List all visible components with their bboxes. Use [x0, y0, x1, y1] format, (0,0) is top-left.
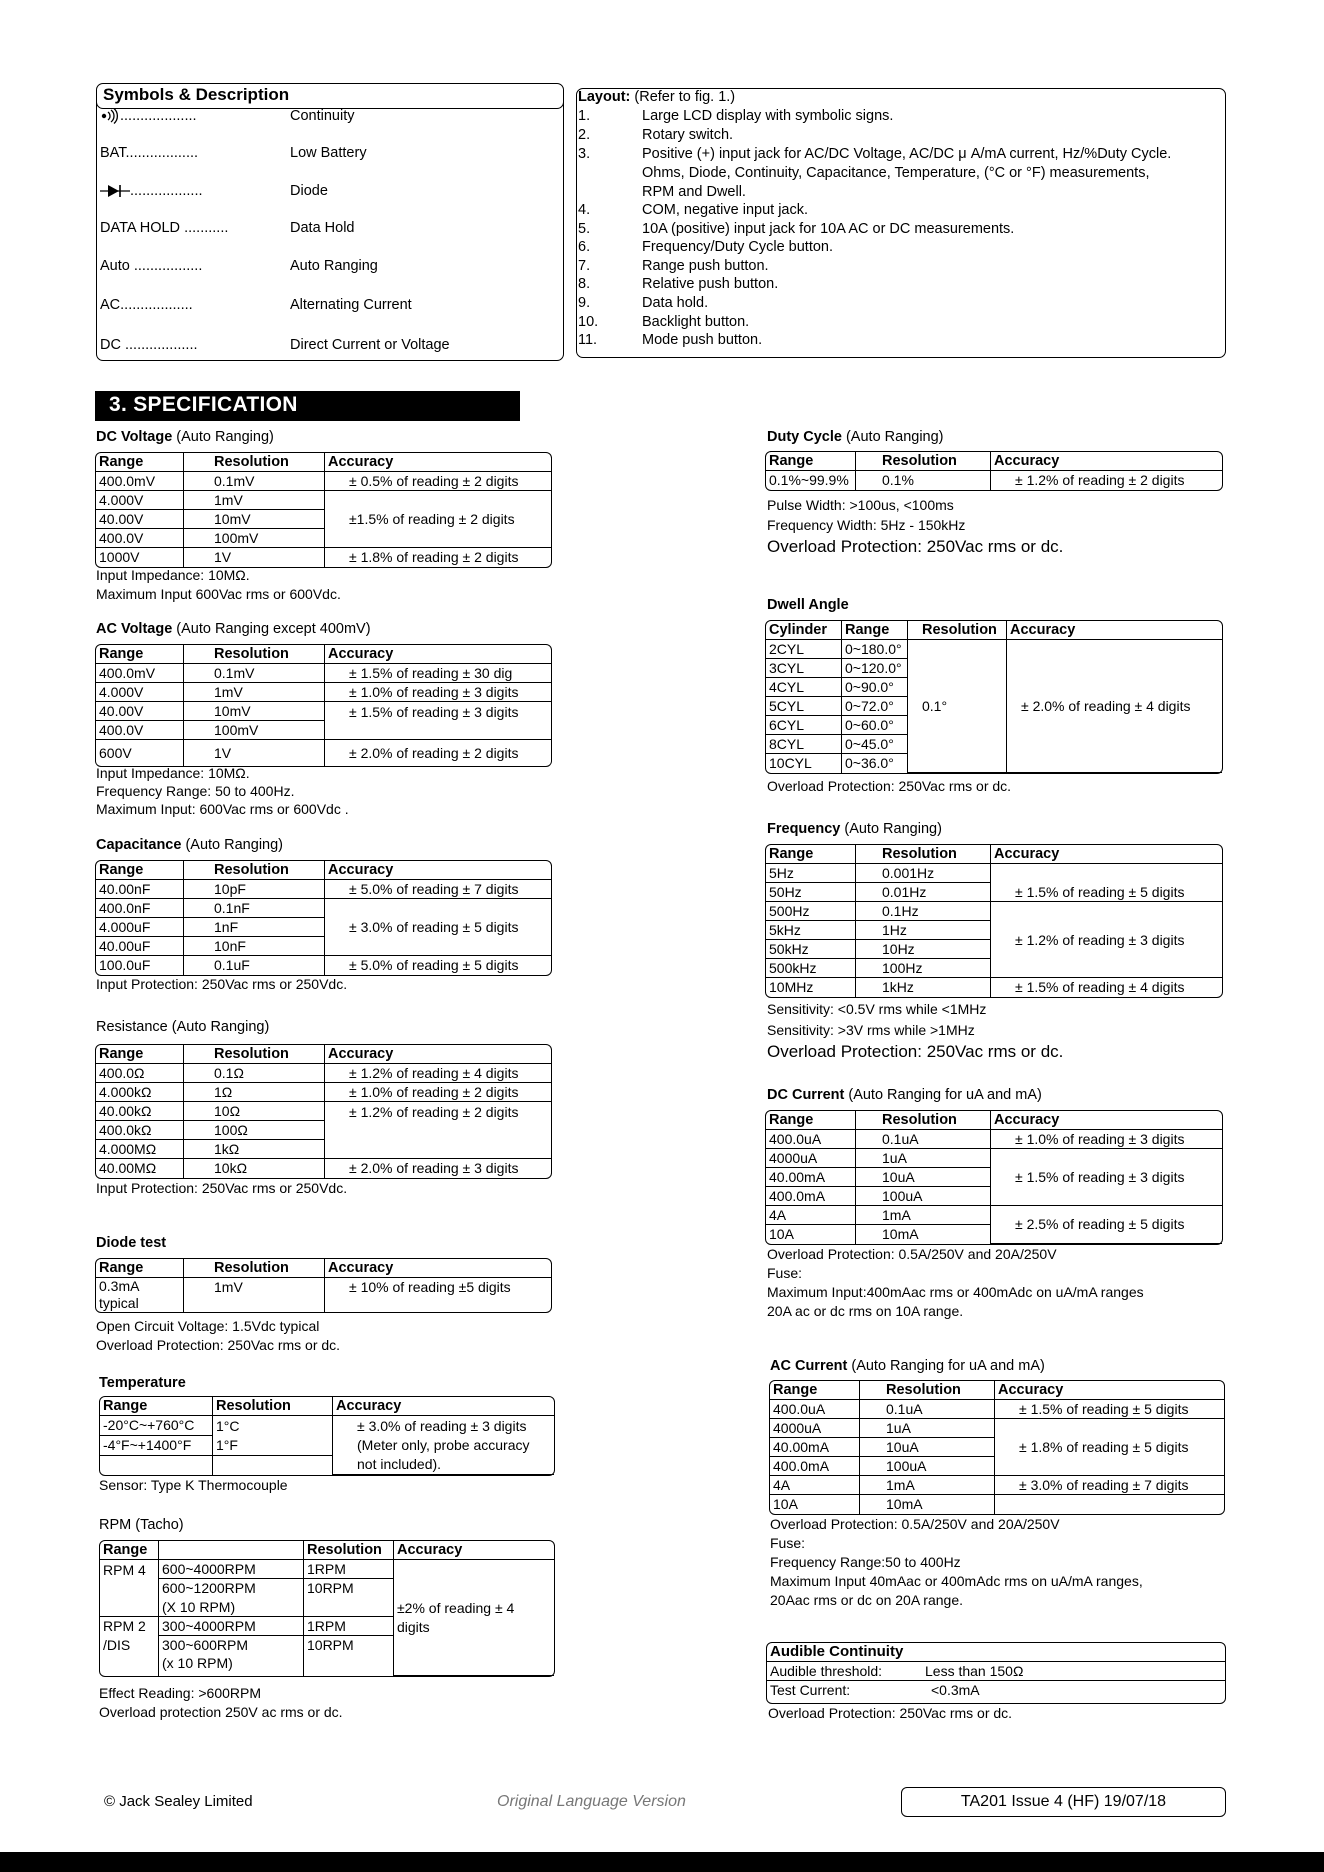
layout-title: Layout: (Refer to fig. 1.)	[578, 89, 736, 105]
table-row: 4.000V 1mV ± 1.0% of reading ± 3 digits	[96, 683, 551, 702]
dc-current-note: Fuse:	[767, 1265, 803, 1281]
ac-current-table: Range Resolution Accuracy 400.0uA 0.1uA ± 1.5% of reading ± 5 digits 4000uA 1uA ± 1.8% of reading ± 5 digits 40.00mA 10uA 400.0mA 100uA 4A 1mA ± 3.0% of reading ± 7 digits 10A 10mA	[769, 1380, 1225, 1515]
symbol-diode: .................. Diode	[100, 181, 203, 201]
resistance-title: Resistance (Auto Ranging)	[96, 1019, 270, 1035]
continuity-icon	[100, 108, 120, 124]
resistance-note: Input Protection: 250Vac rms or 250Vdc.	[96, 1180, 348, 1196]
diode-icon	[100, 184, 130, 198]
duty-cycle-title: Duty Cycle (Auto Ranging)	[767, 429, 944, 445]
table-row: 4000uA 1uA ± 1.5% of reading ± 3 digits	[766, 1149, 1222, 1168]
ac-current-note: Fuse:	[770, 1535, 806, 1551]
symbol-battery: BAT.................. Low Battery	[100, 145, 367, 161]
table-row: 600V 1V ± 2.0% of reading ± 2 digits	[96, 740, 551, 766]
dwell-note: Overload Protection: 250Vac rms or dc.	[767, 778, 1012, 794]
table-row: 400.0kΩ 100Ω	[96, 1121, 551, 1140]
table-row: 400.0V 100mV	[96, 721, 551, 740]
table-row: 4.000V 1mV ±1.5% of reading ± 2 digits	[96, 491, 551, 510]
capacitance-title: Capacitance (Auto Ranging)	[96, 837, 283, 853]
ac-voltage-note: Maximum Input: 600Vac rms or 600Vdc .	[96, 801, 349, 817]
symbol-auto: Auto ................. Auto Ranging	[100, 258, 378, 274]
ac-current-note: Overload Protection: 0.5A/250V and 20A/250V	[770, 1516, 1060, 1532]
table-row: 4.000kΩ 1Ω ± 1.0% of reading ± 2 digits	[96, 1083, 551, 1102]
table-row: 4A 1mA ± 3.0% of reading ± 7 digits	[770, 1476, 1224, 1495]
table-row: 40.00V 10mV	[96, 510, 551, 529]
ac-voltage-note: Input Impedance: 10MΩ.	[96, 765, 250, 781]
frequency-note: Sensitivity: <0.5V rms while <1MHz	[767, 1001, 987, 1017]
ac-voltage-title: AC Voltage (Auto Ranging except 400mV)	[96, 621, 371, 637]
ac-voltage-note: Frequency Range: 50 to 400Hz.	[96, 783, 295, 799]
capacitance-note: Input Protection: 250Vac rms or 250Vdc.	[96, 976, 348, 992]
table-row: 400.0mV 0.1mV ± 1.5% of reading ± 30 dig	[96, 664, 551, 683]
temperature-title: Temperature	[99, 1375, 186, 1391]
table-row: 10MHz 1kHz ± 1.5% of reading ± 4 digits	[766, 978, 1222, 997]
table-row: 3CYL 0~120.0°	[766, 659, 1222, 678]
rpm-title: RPM (Tacho)	[99, 1517, 184, 1533]
capacitance-table: Range Resolution Accuracy 40.00nF 10pF ± 5.0% of reading ± 7 digits 400.0nF 0.1nF ± 3.0% of reading ± 5 digits 4.000uF 1nF 40.00uF 10nF 100.0uF 0.1uF ± 5.0% of reading ± 5 digits	[95, 860, 552, 976]
table-row: 4000uA 1uA ± 1.8% of reading ± 5 digits	[770, 1419, 1224, 1438]
table-row: 4CYL 0~90.0°	[766, 678, 1222, 697]
table-row: Test Current: <0.3mA	[770, 1682, 980, 1698]
duty-cycle-overload: Overload Protection: 250Vac rms or dc.	[767, 537, 1064, 556]
temperature-table: Range Resolution Accuracy -20°C~+760°C 1°C ± 3.0% of reading ± 3 digits (Meter only, probe accuracy not included). -4°F~+1400°F 1°F	[99, 1396, 555, 1476]
table-row: 500kHz 100Hz	[766, 959, 1222, 978]
dwell-angle-table: Cylinder Range Resolution Accuracy 2CYL 0~180.0° 0.1° ± 2.0% of reading ± 4 digits 3CYL 0~120.0° 4CYL 0~90.0° 5CYL 0~72.0° 6CYL 0~60.0° 8CYL 0~45.0° 10CYL 0~36.0°	[765, 620, 1223, 774]
dc-voltage-title: DC Voltage (Auto Ranging)	[96, 429, 274, 445]
dc-current-note: Overload Protection: 0.5A/250V and 20A/250V	[767, 1246, 1057, 1262]
continuity-note: Overload Protection: 250Vac rms or dc.	[768, 1705, 1013, 1721]
dwell-angle-title: Dwell Angle	[767, 597, 849, 613]
frequency-note: Sensitivity: >3V rms while >1MHz	[767, 1022, 975, 1038]
dc-current-table: Range Resolution Accuracy 400.0uA 0.1uA ± 1.0% of reading ± 3 digits 4000uA 1uA ± 1.5% of reading ± 3 digits 40.00mA 10uA 400.0mA 100uA 4A 1mA ± 2.5% of reading ± 5 digits 10A 10mA	[765, 1110, 1223, 1245]
table-row: 40.00V 10mV ± 1.5% of reading ± 3 digits	[96, 702, 551, 721]
table-row: /DIS 300~600RPM 10RPM	[100, 1636, 554, 1655]
table-row: RPM 2 300~4000RPM 1RPM	[100, 1617, 554, 1636]
table-row: 5Hz 0.001Hz	[766, 864, 1222, 883]
table-row: RPM 4 600~4000RPM 1RPM ±2% of reading ± 4 digits	[100, 1560, 554, 1579]
table-row: 400.0mA 100uA	[766, 1187, 1222, 1206]
symbol-data-hold: DATA HOLD ........... Data Hold	[100, 220, 355, 236]
table-row: 1000V 1V ± 1.8% of reading ± 2 digits	[96, 548, 551, 567]
copyright: © Jack Sealey Limited	[104, 1793, 253, 1810]
dc-current-note: Maximum Input:400mAac rms or 400mAdc on uA/mA ranges	[767, 1284, 1144, 1300]
duty-cycle-note: Pulse Width: >100us, <100ms	[767, 497, 954, 513]
resistance-table: Range Resolution Accuracy 400.0Ω 0.1Ω ± 1.2% of reading ± 4 digits 4.000kΩ 1Ω ± 1.0% of reading ± 2 digits 40.00kΩ 10Ω ± 1.2% of reading ± 2 digits 400.0kΩ 100Ω 4.000MΩ 1kΩ 40.00MΩ 10kΩ ± 2.0% of reading ± 3 digits	[95, 1044, 552, 1179]
table-row: 40.00nF 10pF ± 5.0% of reading ± 7 digits	[96, 880, 551, 899]
diode-note: Overload Protection: 250Vac rms or dc.	[96, 1337, 341, 1353]
table-row: 600~1200RPM 10RPM	[100, 1579, 554, 1598]
table-row: 40.00uF 10nF	[96, 937, 551, 956]
duty-cycle-note: Frequency Width: 5Hz - 150kHz	[767, 517, 966, 533]
table-row: 10A 10mA	[766, 1225, 1222, 1244]
table-row: 0.3mA typical 1mV ± 10% of reading ±5 digits	[96, 1278, 551, 1312]
table-row: -4°F~+1400°F 1°F	[100, 1436, 554, 1456]
table-row: 100.0uF 0.1uF ± 5.0% of reading ± 5 digits	[96, 956, 551, 975]
table-row: Audible threshold: Less than 150Ω	[767, 1662, 1225, 1681]
symbol-ac: AC.................. Alternating Current	[100, 297, 412, 313]
specification-heading: 3. SPECIFICATION	[95, 391, 520, 421]
frequency-overload: Overload Protection: 250Vac rms or dc.	[767, 1042, 1064, 1061]
symbol-continuity: ................... Continuity	[100, 106, 197, 126]
table-row: 400.0nF 0.1nF ± 3.0% of reading ± 5 digits	[96, 899, 551, 918]
ac-current-note: Frequency Range:50 to 400Hz	[770, 1554, 961, 1570]
dc-current-title: DC Current (Auto Ranging for uA and mA)	[767, 1087, 1042, 1103]
diode-note: Open Circuit Voltage: 1.5Vdc typical	[96, 1318, 320, 1334]
table-row: 10CYL 0~36.0°	[766, 754, 1222, 773]
rpm-note: Overload protection 250V ac rms or dc.	[99, 1704, 343, 1720]
table-row: 4A 1mA ± 2.5% of reading ± 5 digits	[766, 1206, 1222, 1225]
table-row: 400.0uA 0.1uA ± 1.5% of reading ± 5 digits	[770, 1400, 1224, 1419]
temperature-note: Sensor: Type K Thermocouple	[99, 1477, 288, 1493]
table-row: -20°C~+760°C 1°C ± 3.0% of reading ± 3 digits (Meter only, probe accuracy not included).	[100, 1416, 554, 1436]
ac-current-title: AC Current (Auto Ranging for uA and mA)	[770, 1358, 1045, 1374]
diode-title: Diode test	[96, 1235, 167, 1251]
symbol-dc: DC .................. Direct Current or Voltage	[100, 337, 450, 353]
rpm-table: Range Resolution Accuracy RPM 4 600~4000RPM 1RPM ±2% of reading ± 4 digits 600~1200RPM 10RPM (X 10 RPM) RPM 2 300~4000RPM 1RPM /DIS 300~600RPM 10RPM (x 10 RPM)	[99, 1540, 555, 1677]
table-row: 400.0uA 0.1uA ± 1.0% of reading ± 3 digits	[766, 1130, 1222, 1149]
frequency-title: Frequency (Auto Ranging)	[767, 821, 942, 837]
table-row: 6CYL 0~60.0°	[766, 716, 1222, 735]
table-row: 8CYL 0~45.0°	[766, 735, 1222, 754]
table-row: 2CYL 0~180.0° 0.1° ± 2.0% of reading ± 4 digits	[766, 640, 1222, 659]
table-row: 40.00kΩ 10Ω ± 1.2% of reading ± 2 digits	[96, 1102, 551, 1121]
table-row: 50Hz 0.01Hz ± 1.5% of reading ± 5 digits	[766, 883, 1222, 902]
issue-number: TA201 Issue 4 (HF) 19/07/18	[901, 1787, 1226, 1817]
table-row: 40.00mA 10uA	[766, 1168, 1222, 1187]
table-row: 5CYL 0~72.0°	[766, 697, 1222, 716]
ac-voltage-table: Range Resolution Accuracy 400.0mV 0.1mV ± 1.5% of reading ± 30 dig 4.000V 1mV ± 1.0% of reading ± 3 digits 40.00V 10mV ± 1.5% of reading ± 3 digits 400.0V 100mV 600V 1V ± 2.0% of reading ± 2 digits	[95, 644, 552, 767]
table-row: 500Hz 0.1Hz ± 1.2% of reading ± 3 digits	[766, 902, 1222, 921]
frequency-table: Range Resolution Accuracy 5Hz 0.001Hz 50Hz 0.01Hz ± 1.5% of reading ± 5 digits 500Hz 0.1Hz ± 1.2% of reading ± 3 digits 5kHz 1Hz 50kHz 10Hz 500kHz 100Hz 10MHz 1kHz ± 1.5% of reading ± 4 digits	[765, 844, 1223, 998]
table-row: 400.0mV 0.1mV ± 0.5% of reading ± 2 digits	[96, 472, 551, 491]
ac-current-note: 20Aac rms or dc on 20A range.	[770, 1592, 963, 1608]
rpm-note: Effect Reading: >600RPM	[99, 1685, 262, 1701]
duty-cycle-table: Range Resolution Accuracy 0.1%~99.9% 0.1% ± 1.2% of reading ± 2 digits	[765, 451, 1223, 491]
language-version: Original Language Version	[497, 1793, 686, 1810]
table-row: 400.0Ω 0.1Ω ± 1.2% of reading ± 4 digits	[96, 1064, 551, 1083]
table-row: 0.1%~99.9% 0.1% ± 1.2% of reading ± 2 digits	[766, 471, 1222, 490]
table-row: 4.000MΩ 1kΩ	[96, 1140, 551, 1159]
table-row: 10A 10mA	[770, 1495, 1224, 1514]
ac-current-note: Maximum Input 40mAac or 400mAdc rms on uA/mA ranges,	[770, 1573, 1143, 1589]
dc-voltage-note: Input Impedance: 10MΩ.	[96, 567, 250, 583]
table-row: (X 10 RPM)	[100, 1598, 554, 1617]
dc-current-note: 20A ac or dc rms on 10A range.	[767, 1303, 964, 1319]
audible-continuity-table: Audible Continuity Audible threshold: Less than 150Ω Test Current: <0.3mA	[766, 1642, 1226, 1704]
symbols-title: Symbols & Description	[96, 83, 564, 109]
table-row: 5kHz 1Hz	[766, 921, 1222, 940]
dc-voltage-note: Maximum Input 600Vac rms or 600Vdc.	[96, 586, 341, 602]
table-row: 40.00mA 10uA	[770, 1438, 1224, 1457]
table-row: 4.000uF 1nF	[96, 918, 551, 937]
bottom-border	[0, 1852, 1324, 1872]
diode-table: Range Resolution Accuracy 0.3mA typical 1mV ± 10% of reading ±5 digits	[95, 1258, 552, 1313]
table-row: 50kHz 10Hz	[766, 940, 1222, 959]
table-row: (x 10 RPM)	[100, 1654, 554, 1676]
table-row: 400.0V 100mV	[96, 529, 551, 548]
dc-voltage-table: Range Resolution Accuracy 400.0mV 0.1mV ± 0.5% of reading ± 2 digits 4.000V 1mV ±1.5% of reading ± 2 digits 40.00V 10mV 400.0V 100mV 1000V 1V ± 1.8% of reading ± 2 digits	[95, 452, 552, 568]
table-row: 400.0mA 100uA	[770, 1457, 1224, 1476]
table-row: 40.00MΩ 10kΩ ± 2.0% of reading ± 3 digits	[96, 1159, 551, 1178]
